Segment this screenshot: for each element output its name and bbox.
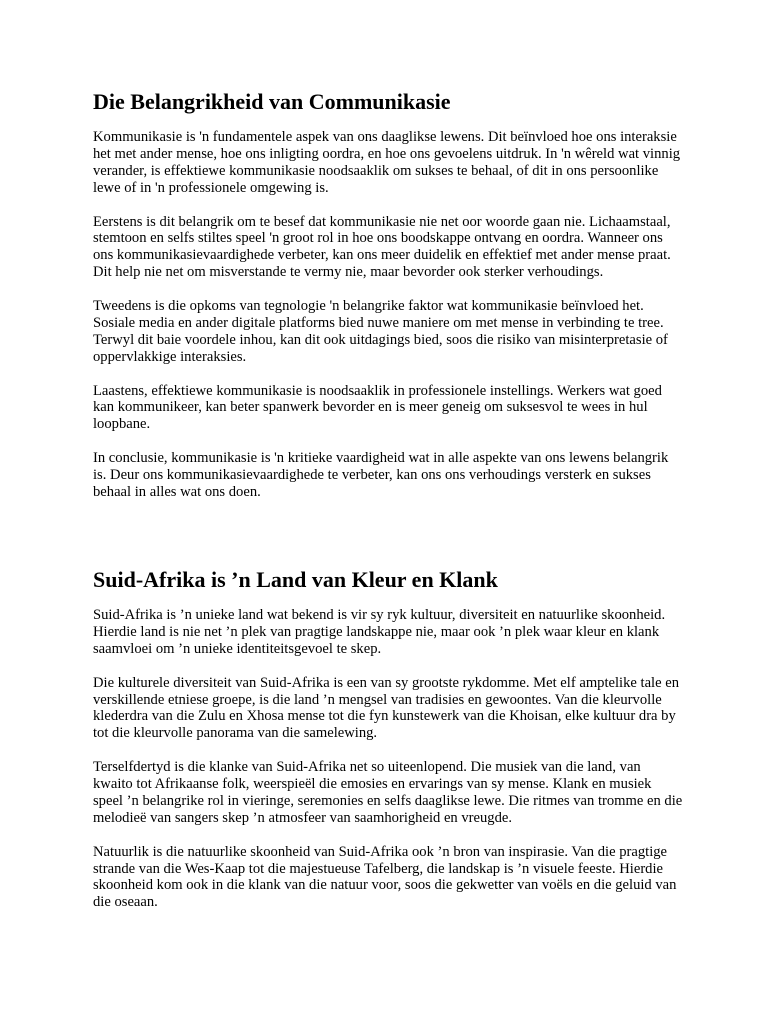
- paragraph: Die kulturele diversiteit van Suid-Afrika is een van sy grootste rykdomme. Met elf amptelike tale en verskillende etniese groepe, is die land ’n mengsel van tradisies en gewoontes. Van die kleurvolle klederdra van die Zulu en Xhosa mense tot die fyn kunstewerk van die Khoisan, elke kultuur dra by tot die kleurvolle panorama van die samelewing.: [93, 674, 680, 742]
- paragraph: Tweedens is die opkoms van tegnologie 'n belangrike faktor wat kommunikasie beïnvloed het. Sosiale media en ander digitale platforms bied nuwe maniere om met mense in verbinding te tree. Terwyl dit baie voordele inhou, kan dit ook uitdagings bied, soos die risiko van misinterpretasie of oppervlakkige interaksies.: [93, 298, 668, 365]
- section-title: Die Belangrikheid van Communikasie: [93, 89, 451, 114]
- paragraph: Natuurlik is die natuurlike skoonheid van Suid-Afrika ook ’n bron van inspirasie. Van die pragtige strande van die Wes-Kaap tot die majestueuse Tafelberg, die landskap is ’n visuele feeste. Hierdie skoonheid kom ook in die klank van die natuur voor, soos die gekwetter van voëls en die geluid van die oseaan.: [93, 843, 677, 911]
- paragraph: Terselfdertyd is die klanke van Suid-Afrika net so uiteenlopend. Die musiek van die land, van kwaito tot Afrikaanse folk, weerspieël die emosies en ervarings van sy mense. Klank en musiek speel ’n belangrike rol in vieringe, seremonies en selfs daaglikse lewe. Die ritmes van tromme en die melodieë van sangers skep ’n atmosfeer van saamhorigheid en vreugde.: [93, 759, 683, 826]
- section-communication: [93, 89, 683, 501]
- section-title: Suid-Afrika is ’n Land van Kleur en Klank: [93, 567, 498, 592]
- paragraph: Kommunikasie is 'n fundamentele aspek van ons daaglikse lewens. Dit beïnvloed hoe ons interaksie het met ander mense, hoe ons inligting oordra, en hoe ons gevoelens uitdruk. In 'n wêreld wat vinnig verander, is effektiewe kommunikasie noodsaaklik om sukses te behaal, of dit in ons persoonlike lewe of in 'n professionele omgewing is.: [93, 129, 681, 196]
- paragraph: Suid-Afrika is ’n unieke land wat bekend is vir sy ryk kultuur, diversiteit en natuurlike skoonheid. Hierdie land is nie net ’n plek van pragtige landskappe nie, maar ook ’n plek waar kleur en klank saamvloei om ’n unieke identiteitsgevoel te skep.: [93, 607, 666, 657]
- section-south-africa: [93, 567, 683, 911]
- paragraph: Laastens, effektiewe kommunikasie is noodsaaklik in professionele instellings. Werkers wat goed kan kommunikeer, kan beter spanwerk bevorder en is meer geneig om suksesvol te wees in hul loopbane.: [93, 382, 662, 433]
- paragraph: Eerstens is dit belangrik om te besef dat kommunikasie nie net oor woorde gaan nie. Lichaamstaal, stemtoon en selfs stiltes speel 'n groot rol in hoe ons boodskappe ontvang en oordra. Wanneer ons ons kommunikasievaardighede verbeter, kan ons meer duidelik en effektief met ander mense praat. Dit help nie net om misverstande te vermy nie, maar bevorder ook sterker verhoudings.: [93, 213, 671, 281]
- paragraph: In conclusie, kommunikasie is 'n kritieke vaardigheid wat in alle aspekte van ons lewens belangrik is. Deur ons kommunikasievaardighede te verbeter, kan ons ons verhoudings versterk en sukses behaal in alles wat ons doen.: [93, 450, 669, 500]
